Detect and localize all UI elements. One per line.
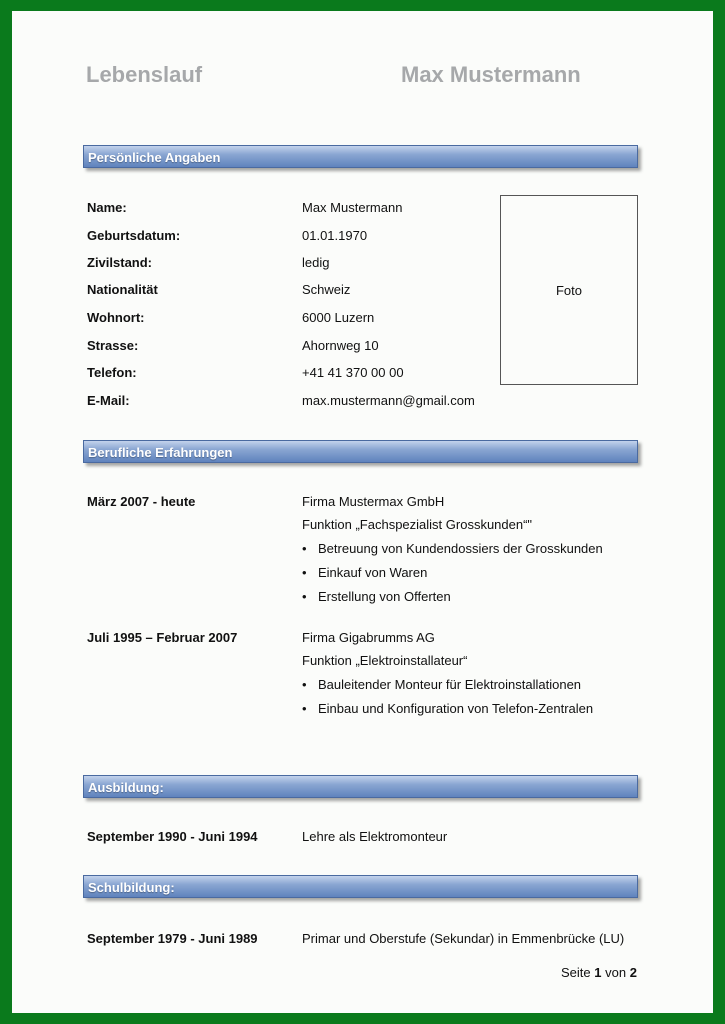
- personal-value-residence: 6000 Luzern: [302, 310, 375, 325]
- section-header-school: Schulbildung:: [83, 875, 638, 898]
- job-company: Firma Mustermax GmbH: [302, 494, 445, 509]
- personal-label-street: Strasse:: [87, 338, 139, 353]
- personal-value-phone: +41 41 370 00 00: [302, 365, 404, 380]
- list-item: • Betreuung von Kundendossiers der Grosskunden: [302, 537, 603, 561]
- job-period: Juli 1995 – Februar 2007: [87, 630, 238, 645]
- list-item: • Einbau und Konfiguration von Telefon-Zentralen: [302, 697, 593, 721]
- page-prefix: Seite: [561, 965, 591, 980]
- school-period: September 1979 - Juni 1989: [87, 931, 258, 946]
- personal-value-street: Ahornweg 10: [302, 338, 379, 353]
- personal-value-civil-status: ledig: [302, 255, 330, 270]
- job-function: Funktion „Fachspezialist Grosskunden“": [302, 517, 533, 532]
- education-period: September 1990 - Juni 1994: [87, 829, 258, 844]
- section-header-education: Ausbildung:: [83, 775, 638, 798]
- personal-label-residence: Wohnort:: [87, 310, 145, 325]
- job-period: März 2007 - heute: [87, 494, 196, 509]
- job-company: Firma Gigabrumms AG: [302, 630, 435, 645]
- job-task-list: [302, 537, 603, 609]
- personal-value-birthdate: 01.01.1970: [302, 228, 368, 243]
- personal-label-civil-status: Zivilstand:: [87, 255, 153, 270]
- document-title: Lebenslauf: [86, 62, 203, 87]
- page-current: 1: [594, 965, 602, 980]
- personal-value-nationality: Schweiz: [302, 282, 351, 297]
- page-total: 2: [629, 965, 637, 980]
- school-value: Primar und Oberstufe (Sekundar) in Emmenbrücke (LU): [302, 931, 625, 946]
- page-number: [561, 965, 637, 980]
- personal-label-phone: Telefon:: [87, 365, 137, 380]
- photo-label: Foto: [555, 282, 582, 298]
- person-name-title: Max Mustermann: [401, 62, 581, 87]
- personal-label-nationality: Nationalität: [87, 282, 158, 297]
- list-item: • Einkauf von Waren: [302, 561, 603, 585]
- list-item: • Erstellung von Offerten: [302, 585, 603, 609]
- job-task-list: [302, 673, 593, 721]
- personal-label-email: E-Mail:: [87, 393, 130, 408]
- personal-label-name: Name:: [87, 200, 127, 215]
- photo-placeholder: [500, 195, 638, 385]
- list-item: • Bauleitender Monteur für Elektroinstallationen: [302, 673, 593, 697]
- education-value: Lehre als Elektromonteur: [302, 829, 448, 844]
- section-header-personal: Persönliche Angaben: [83, 145, 638, 168]
- section-header-career: Berufliche Erfahrungen: [83, 440, 638, 463]
- personal-value-email: max.mustermann@gmail.com: [302, 393, 475, 408]
- page-middle: von: [605, 965, 627, 980]
- personal-value-name: Max Mustermann: [302, 200, 403, 215]
- job-function: Funktion „Elektroinstallateur“: [302, 653, 468, 668]
- personal-label-birthdate: Geburtsdatum:: [87, 228, 181, 243]
